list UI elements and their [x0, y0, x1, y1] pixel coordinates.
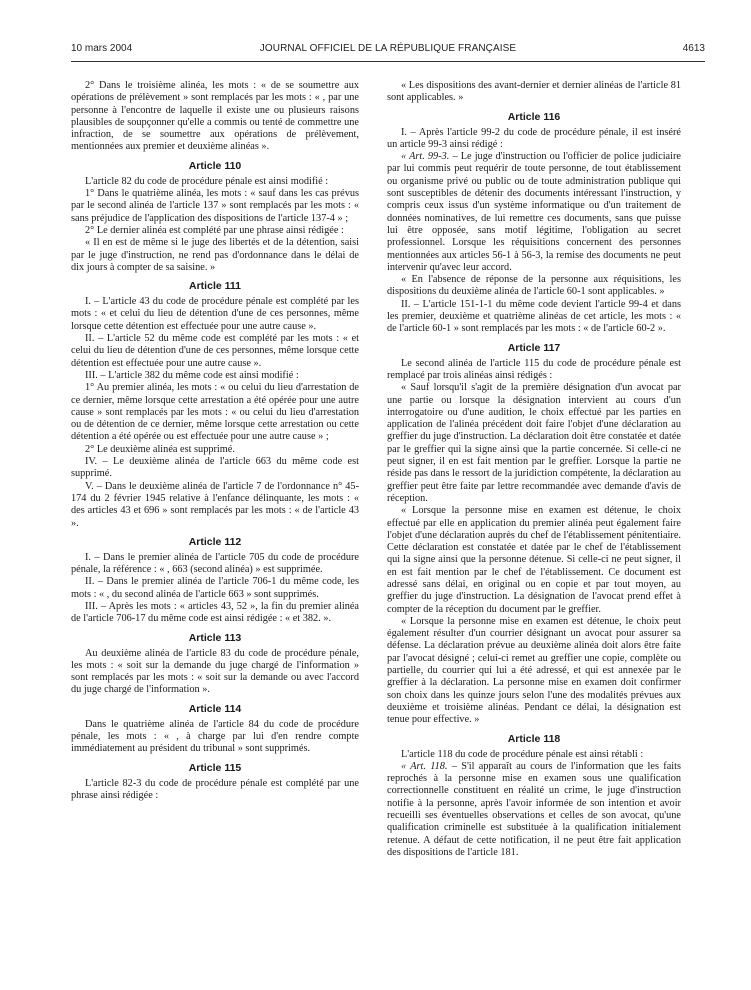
paragraph: L'article 118 du code de procédure pénale est ainsi rétabli :: [401, 748, 644, 760]
article-reference: « Art. 118.: [401, 760, 448, 772]
paragraph: I. – Après l'article 99-2 du code de procédure pénale, il est inséré un article 99-3 ainsi rédigé :: [387, 126, 681, 150]
paragraph-text: – Le juge d'instruction ou l'officier de police judiciaire par lui commis peut requérir de toute personne, de tout établissement ou organisme privé ou public ou de toute administration publique qui sont susceptibles de détenir des documents intéressant l'instruction, y compris ceux issus d'un système informatique ou d'un traitement de données nominatives, de lui remettre ces documents, sans que puisse lui être opposée, sans motif légitime, l'obligation au secret professionnel. Lorsque les réquisitions concernent des personnes mentionnées aux articles 56-1 à 56-3, la remise des documents ne peut intervenir qu'avec leur accord.: [387, 151, 681, 273]
article-text-paragraph: [387, 761, 681, 859]
paragraph: I. – Dans le premier alinéa de l'article 705 du code de procédure pénale, la référence : « , 663 (second alinéa) » est supprimée.: [71, 551, 359, 576]
paragraph: « Les dispositions des avant-dernier et dernier alinéas de l'article 81 sont applicables. »: [387, 80, 681, 104]
paragraph: II. – L'article 151-1-1 du même code devient l'article 99-4 et dans les premier, deuxième et quatrième alinéas de cet article, les mots : « de l'article 60-1 » sont remplacés par les mots : « de l'article 60-2 ».: [387, 298, 681, 335]
article-heading: Article 113: [188, 631, 242, 644]
article-heading: Article 114: [188, 702, 242, 715]
paragraph: III. – L'article 382 du même code est ainsi modifié :: [85, 369, 299, 381]
paragraph: I. – L'article 43 du code de procédure pénale est complété par les mots : « et celui du lieu de détention d'une de ces personnes, même lorsque cette détention est effectuée pour une autre cause ».: [71, 296, 359, 332]
article-heading: Article 112: [188, 535, 242, 548]
paragraph: II. – Dans le premier alinéa de l'article 706-1 du même code, les mots : « , du second alinéa de l'article 663 » sont supprimés.: [71, 576, 359, 600]
article-heading: Article 118: [507, 732, 561, 745]
paragraph: « Il en est de même si le juge des libertés et de la détention, saisi par le juge d'instruction, ne rend pas d'ordonnance dans le délai de dix jours à compter de sa saisine. »: [71, 237, 359, 273]
paragraph: L'article 82-3 du code de procédure pénale est complété par une phrase ainsi rédigée :: [71, 777, 359, 801]
paragraph: « Lorsque la personne mise en examen est détenue, le choix peut également résulter d'un courrier désignant un avocat pour assurer sa défense. La déclaration prévue au deuxième alinéa doit alors être faite par l'avocat désigné ; celui-ci remet au greffier une copie, complète ou partielle, du courrier qui lui a été adressé, et qui est annexée par le greffier à la déclaration. La personne mise en examen doit confirmer son choix dans les quinze jours selon l'une des modalités prévues aux deuxième et troisième alinéas. Pendant ce délai, la désignation est tenue pour effective. »: [387, 615, 681, 726]
text-columns: [71, 80, 705, 960]
paragraph: 2° Le dernier alinéa est complété par une phrase ainsi rédigée :: [85, 224, 344, 236]
article-heading: Article 117: [507, 341, 561, 354]
paragraph: Dans le quatrième alinéa de l'article 84 du code de procédure pénale, les mots : « , à charge par lui d'en rendre compte immédiatement au président du tribunal » sont supprimés.: [71, 718, 359, 755]
paragraph: III. – Après les mots : « articles 43, 52 », la fin du premier alinéa de l'article 706-17 du même code est ainsi rédigée : « et 382. ».: [71, 600, 359, 625]
paragraph: Le second alinéa de l'article 115 du code de procédure pénale est remplacé par trois alinéas ainsi rédigés :: [387, 357, 681, 381]
article-text-paragraph: [387, 151, 681, 274]
right-column: [387, 80, 681, 859]
article-heading: Article 111: [189, 280, 241, 293]
page-header: [71, 43, 705, 57]
paragraph: « En l'absence de réponse de la personne aux réquisitions, les dispositions du deuxième alinéa de l'article 60-1 sont applicables. »: [387, 274, 681, 298]
paragraph: 2° Dans le troisième alinéa, les mots : « de se soumettre aux opérations de prélèvement » sont remplacés par les mots : « , par une personne à l'encontre de laquelle il existe une ou plusieurs raisons plausibles de soupçonner qu'elle a commis ou tenté de commettre une infraction, de se soumettre aux opérations de prélèvement, mentionnées aux premier et deuxième alinéas ».: [71, 80, 359, 153]
paragraph: « Lorsque la personne mise en examen est détenue, le choix effectué par elle en application du premier alinéa peut également faire l'objet d'une déclaration auprès du chef de l'établissement pénitentiaire. Cette déclaration est constatée et datée par le chef de l'établissement qui la signe ainsi que la personne détenue. Si celle-ci ne peut signer, il en est fait mention par le chef de l'établissement. Ce document est adressé sans délai, en original ou en copie et par tout moyen, au greffier du juge d'instruction. La désignation de l'avocat prend effet à compter de la réception du document par le greffier.: [387, 505, 681, 615]
article-reference: « Art. 99-3.: [401, 151, 450, 163]
article-heading: Article 115: [188, 761, 242, 774]
article-heading: Article 116: [507, 110, 561, 123]
paragraph: L'article 82 du code de procédure pénale est ainsi modifié :: [85, 175, 329, 187]
header-date: 10 mars 2004: [71, 43, 133, 54]
paragraph: 1° Dans le quatrième alinéa, les mots : « sauf dans les cas prévus par le second alinéa de l'article 137 » sont remplacés par les mots : « sans préjudice de l'application des dispositions de l'article 137-4 » ;: [71, 188, 359, 224]
paragraph: « Sauf lorsqu'il s'agit de la première désignation d'un avocat par une partie ou lorsque la désignation intervient au cours d'un interrogatoire ou d'une audition, le choix effectué par les parties en application de l'alinéa précédent doit faire l'objet d'une déclaration au greffier du juge d'instruction. La déclaration doit être constatée et datée par le greffier qui la signe ainsi que la partie concernée. Si celle-ci ne peut signer, il en est fait mention par le greffier. Lorsque la partie ne réside pas dans le ressort de la juridiction compétente, la déclaration au greffier peut être faite par lettre recommandée avec demande d'avis de réception.: [387, 382, 681, 504]
paragraph: 1° Au premier alinéa, les mots : « ou celui du lieu d'arrestation de ce dernier, même lorsque cette arrestation a été opérée pour une autre cause » sont remplacés par les mots : « ou celui du lieu d'arrestation ou de détention de ce dernier, même lorsque cette arrestation ou cette détention a été opérée ou est effectuée pour une autre cause » ;: [71, 382, 359, 443]
left-column: [71, 80, 359, 802]
header-rule: [71, 61, 705, 62]
page-number: 4613: [682, 43, 705, 54]
paragraph: IV. – Le deuxième alinéa de l'article 663 du même code est supprimé.: [71, 456, 359, 480]
paragraph: 2° Le deuxième alinéa est supprimé.: [85, 443, 235, 455]
paragraph: II. – L'article 52 du même code est complété par les mots : « et celui du lieu de détention d'une de ces personnes, même lorsque cette détention est effectuée pour une autre cause ».: [71, 333, 359, 369]
paragraph: V. – Dans le deuxième alinéa de l'article 7 de l'ordonnance n° 45-174 du 2 février 1945 relative à l'enfance délinquante, les mots : « des articles 43 et 696 » sont remplacés par les mots : « de l'article 43 ».: [71, 480, 359, 529]
paragraph-text: – S'il apparaît au cours de l'information que les faits reprochés à la personne mise en examen sous une qualification correctionnelle constituent en réalité un crime, le juge d'instruction notifie à la personne, après l'avoir informée de son intention et avoir recueilli ses éventuelles observations et celles de son avocat, qu'une qualification criminelle est substituée à la qualification initialement retenue. A défaut de cette notification, il ne peut être fait application des dispositions de l'article 181.: [387, 760, 681, 858]
paragraph: Au deuxième alinéa de l'article 83 du code de procédure pénale, les mots : « soit sur la demande du juge chargé de l'information » sont remplacés par les mots : « soit sur la demande ou avec l'accord du juge chargé de l'information ».: [71, 647, 359, 696]
article-heading: Article 110: [188, 159, 242, 172]
journal-title: JOURNAL OFFICIEL DE LA RÉPUBLIQUE FRANÇAISE: [259, 43, 517, 54]
